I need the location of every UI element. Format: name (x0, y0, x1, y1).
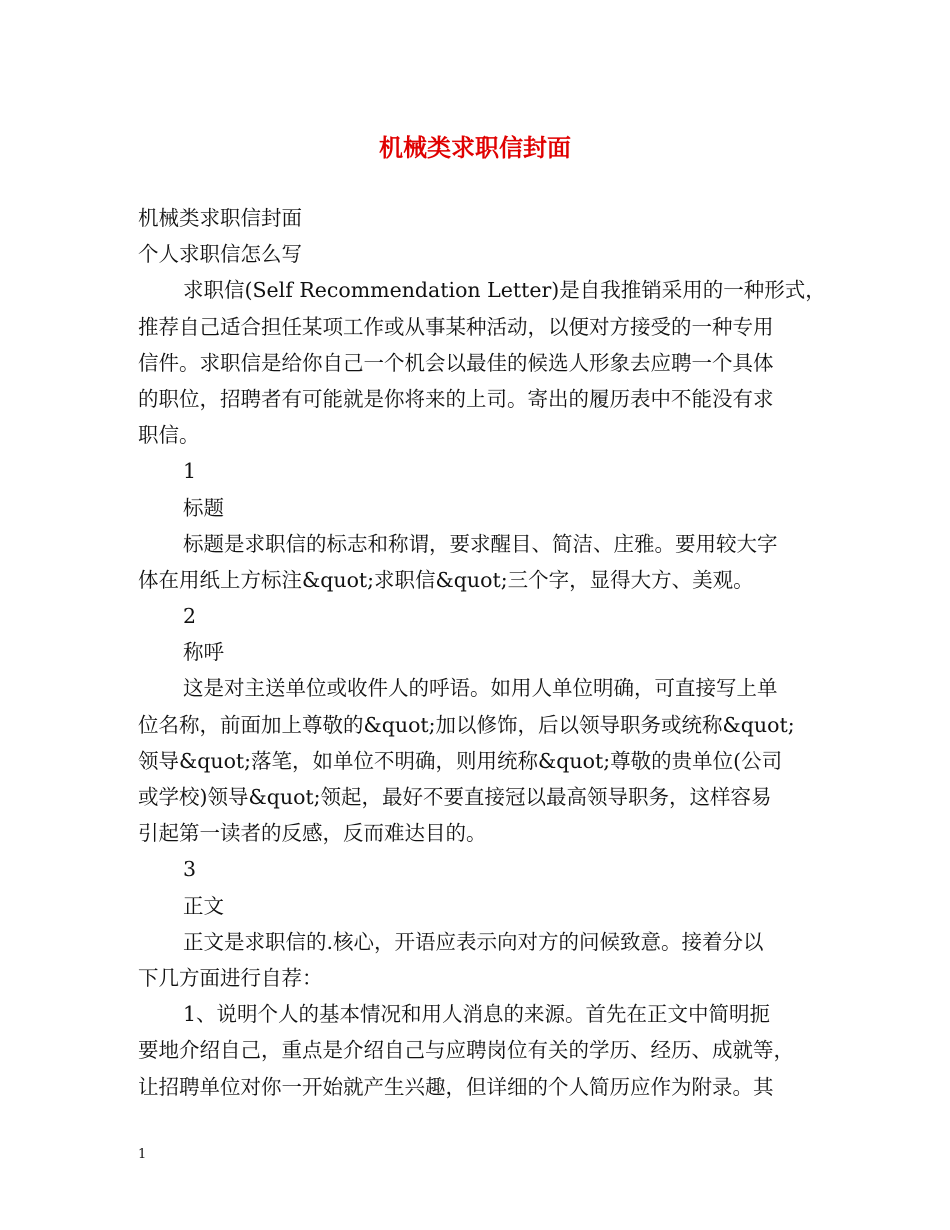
body-line: 下几方面进行自荐： (138, 965, 323, 990)
body-line: 1 (183, 459, 197, 484)
body-line: 标题 (183, 495, 224, 520)
body-line: 或学校)领导&quot;领起，最好不要直接冠以最高领导职务，这样容易 (138, 785, 772, 809)
body-line: 的职位，招聘者有可能就是你将来的上司。寄出的履历表中不能没有求 (138, 386, 774, 411)
body-line: 机械类求职信封面 (138, 206, 302, 230)
body-line: 这是对主送单位或收件人的呼语。如用人单位明确，可直接写上单 (183, 676, 778, 701)
body-line: 正文 (183, 893, 224, 918)
body-line: 求职信(Self Recommendation Letter)是自我推销采用的一种形式， (183, 278, 826, 303)
body-line: 3 (183, 857, 197, 882)
document-title: 机械类求职信封面 (379, 133, 571, 162)
document-body (138, 200, 828, 1105)
body-line: 要地介绍自己，重点是介绍自己与应聘岗位有关的学历、经历、成就等， (138, 1038, 794, 1063)
body-line: 个人求职信怎么写 (138, 242, 302, 267)
body-line: 体在用纸上方标注&quot;求职信&quot;三个字，显得大方、美观。 (138, 567, 754, 592)
body-line: 标题是求职信的标志和称谓，要求醒目、简洁、庄雅。要用较大字 (183, 531, 778, 556)
body-line: 信件。求职信是给你自己一个机会以最佳的候选人形象去应聘一个具体 (138, 350, 774, 375)
body-line: 1、说明个人的基本情况和用人消息的来源。首先在正文中简明扼 (183, 1002, 771, 1027)
body-line: 2 (183, 604, 197, 629)
body-line: 称呼 (183, 640, 224, 665)
body-line: 让招聘单位对你一开始就产生兴趣，但详细的个人简历应作为附录。其 (138, 1074, 774, 1099)
body-line: 领导&quot;落笔，如单位不明确，则用统称&quot;尊敬的贵单位(公司 (138, 748, 783, 773)
body-line: 位名称，前面加上尊敬的&quot;加以修饰，后以领导职务或统称&quot; (138, 712, 795, 737)
body-line: 引起第一读者的反感，反而难达目的。 (138, 821, 487, 846)
page-number: 1 (138, 1147, 147, 1162)
body-line: 推荐自己适合担任某项工作或从事某种活动，以便对方接受的一种专用 (138, 314, 774, 339)
body-line: 正文是求职信的.核心，开语应表示向对方的问候致意。接着分以 (183, 929, 764, 954)
body-line: 职信。 (138, 423, 200, 448)
